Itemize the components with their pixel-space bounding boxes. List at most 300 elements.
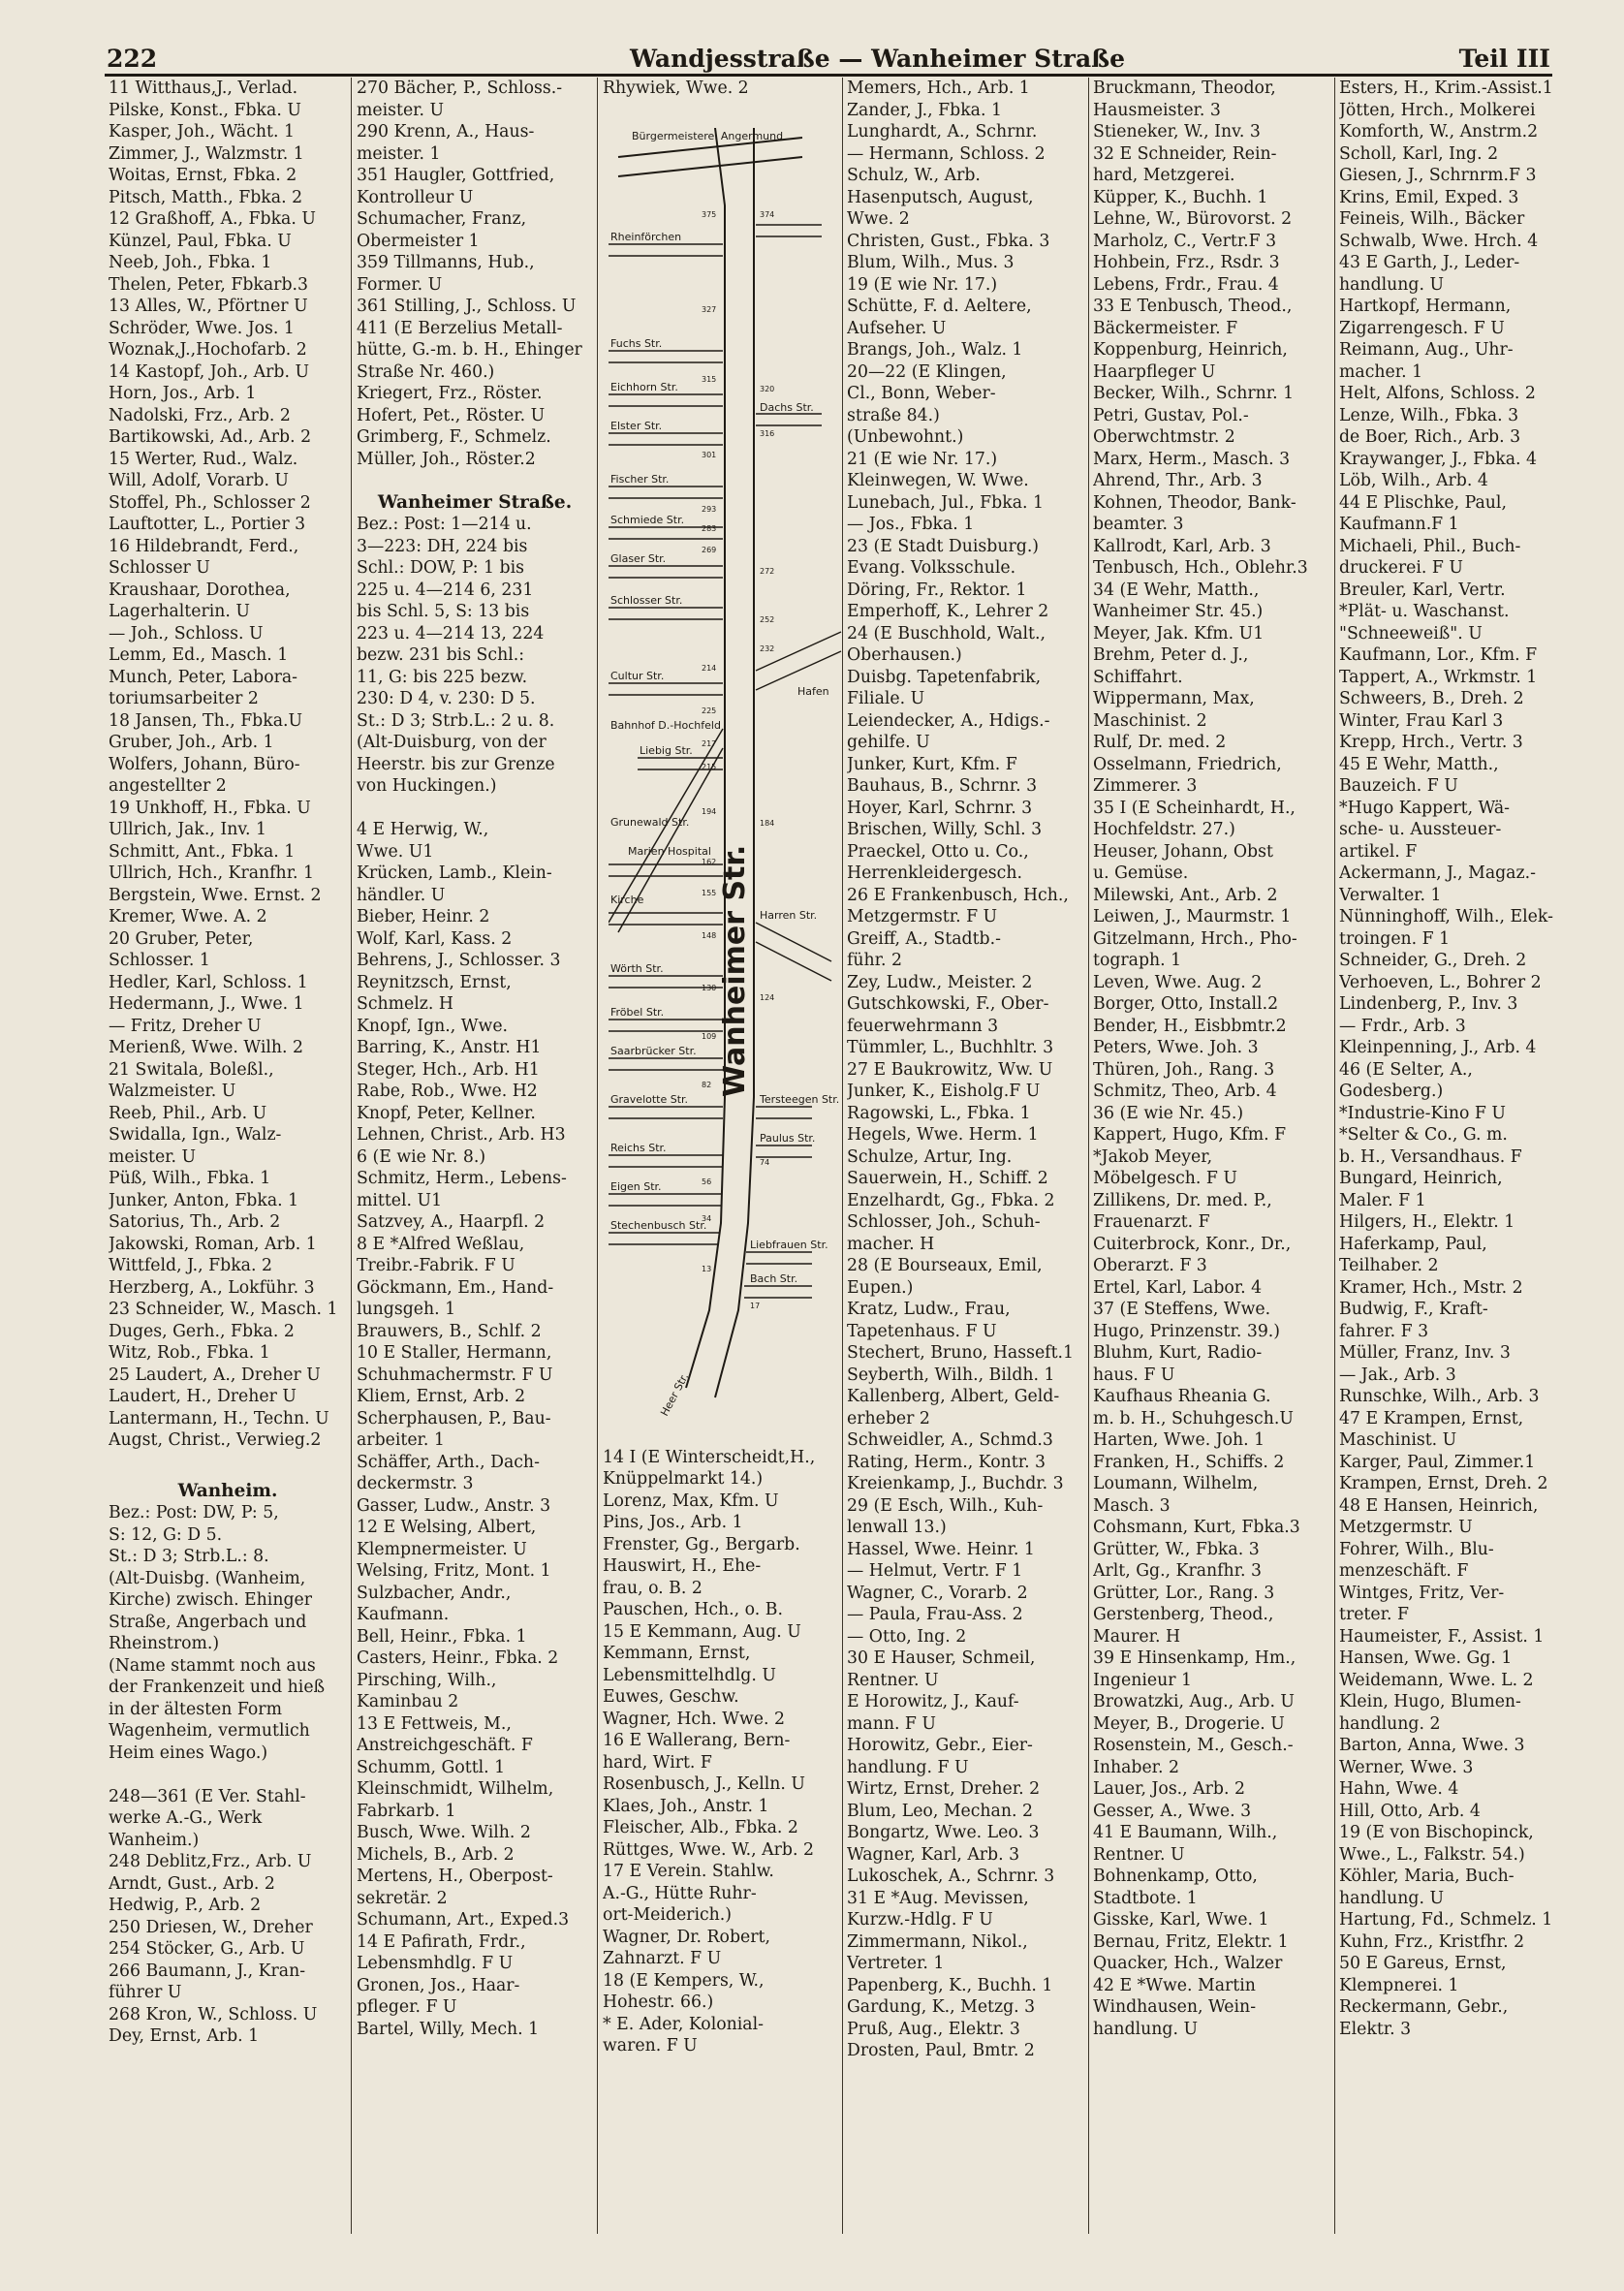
directory-entry: Herzberg, A., Lokführ. 3 [109,1277,315,1298]
directory-entry: Krins, Emil, Exped. 3 [1339,187,1519,207]
street-map-drawing [609,128,845,1473]
directory-entry: Lunebach, Jul., Fbka. 1 [847,492,1044,513]
street-map [609,128,845,1473]
directory-entry: Stechert, Bruno, Hasseft.1 [847,1343,1075,1363]
directory-entry: Augst, Christ., Verwieg.2 [109,1430,322,1450]
map-label-stechenbusch: Stechenbusch Str. [610,1219,707,1232]
directory-entry: bis Schl. 5, S: 13 bis [357,602,530,621]
directory-entry: Witz, Rob., Fbka. 1 [109,1343,270,1363]
directory-entry: Hansen, Wwe. Gg. 1 [1339,1648,1513,1668]
svg-text:225: 225 [702,706,717,715]
directory-entry: Arlt, Gg., Kranfhr. 3 [1093,1561,1263,1581]
map-main-street-label: Wanheimer Str. [718,844,752,1097]
directory-entry: Masch. 3 [1093,1495,1171,1516]
directory-entry: Schweers, B., Dreh. 2 [1339,689,1524,708]
directory-entry: Milewski, Ant., Arb. 2 [1093,885,1278,905]
directory-entry: (Alt-Duisburg, von der [357,733,547,752]
directory-entry: Fabrkarb. 1 [357,1801,456,1821]
directory-entry: Oberarzt. F 3 [1093,1256,1207,1275]
directory-entry: Tappert, A., Wrkmstr. 1 [1339,667,1538,687]
directory-entry: 33 E Tenbusch, Theod., [1093,297,1293,316]
directory-entry: Leiwen, J., Maurmstr. 1 [1093,907,1292,926]
directory-entry: Wittfeld, J., Fbka. 2 [109,1256,272,1275]
directory-entry: Kreienkamp, J., Buchdr. 3 [847,1474,1064,1493]
directory-entry: 290 Krenn, A., Haus- [357,122,535,141]
directory-entry: Schmelz. H [357,994,453,1014]
section-heading: Wanheim. [177,1480,278,1501]
directory-entry: Hassel, Wwe. Heinr. 1 [847,1539,1035,1559]
directory-entry: *Jakob Meyer, [1093,1146,1213,1167]
svg-text:13: 13 [702,1265,712,1273]
directory-entry: E Horowitz, J., Kauf- [847,1692,1019,1711]
directory-entry: haus. F U [1093,1365,1175,1385]
directory-entry: Gerstenberg, Theod., [1093,1605,1274,1624]
directory-entry: Lebensmittelhdlg. U [603,1665,776,1685]
directory-entry: Rabe, Rob., Wwe. H2 [357,1082,538,1101]
directory-entry: 23 Schneider, W., Masch. 1 [109,1300,338,1319]
directory-entry: 50 E Gareus, Ernst, [1339,1954,1507,1973]
directory-entry: Heerstr. bis zur Grenze [357,754,555,774]
directory-entry: Former. U [357,274,443,295]
directory-entry: Kappert, Hugo, Kfm. F [1093,1125,1287,1145]
directory-entry: Stadtbote. 1 [1093,1888,1198,1908]
directory-entry: — Otto, Ing. 2 [847,1626,967,1647]
directory-entry: Peters, Wwe. Joh. 3 [1093,1038,1259,1057]
directory-entry: Schröder, Wwe. Jos. 1 [109,318,295,338]
svg-text:109: 109 [702,1032,717,1041]
svg-text:17: 17 [750,1302,761,1310]
map-label-heer: Heer Str. [658,1370,692,1419]
svg-text:293: 293 [702,505,717,514]
map-label-glaser: Glaser Str. [610,552,667,565]
directory-entry: Neeb, Joh., Fbka. 1 [109,253,272,272]
directory-entry: Papenberg, K., Buchh. 1 [847,1975,1053,1995]
directory-entry: Krampen, Ernst, Dreh. 2 [1339,1474,1548,1493]
map-label-tersteegen: Tersteegen Str. [760,1093,840,1106]
directory-entry: 359 Tillmanns, Hub., [357,253,535,272]
map-label-dachs: Dachs Str. [760,401,814,414]
directory-entry: Tenbusch, Hch., Oblehr.3 [1093,558,1308,578]
directory-entry: Stoffel, Ph., Schlosser 2 [109,492,311,513]
directory-entry: Hedermann, J., Wwe. 1 [109,994,304,1014]
directory-entry: Wolf, Karl, Kass. 2 [357,928,513,949]
directory-entry: Müller, Joh., Röster.2 [357,449,536,469]
directory-entry: Filiale. U [847,689,925,708]
directory-entry: Thüren, Joh., Rang. 3 [1093,1059,1275,1080]
directory-entry: Klempnerei. 1 [1339,1975,1459,1995]
directory-entry: Busch, Wwe. Wilh. 2 [357,1823,531,1842]
column-divider [351,78,352,2234]
directory-entry: Christen, Gust., Fbka. 3 [847,231,1050,251]
directory-entry: Bauhaus, B., Schrnr. 3 [847,776,1038,796]
directory-entry: Bartel, Willy, Mech. 1 [357,2019,540,2039]
directory-entry: Praeckel, Otto u. Co., [847,841,1029,862]
directory-entry: Stieneker, W., Inv. 3 [1093,122,1261,141]
directory-entry: Lauftotter, L., Portier 3 [109,515,306,534]
directory-entry: 19 (E wie Nr. 17.) [847,274,998,295]
directory-entry: Rentner. U [1093,1844,1185,1865]
directory-entry: Ahrend, Thr., Arb. 3 [1093,471,1263,490]
directory-entry: Reeb, Phil., Arb. U [109,1103,267,1123]
map-label-liebig: Liebig Str. [640,744,693,757]
directory-entry: Bruckmann, Theodor, [1093,78,1276,98]
directory-entry: Swidalla, Ign., Walz- [109,1125,282,1145]
directory-entry: Hausmeister. 3 [1093,100,1221,120]
directory-entry: Gruber, Joh., Arb. 1 [109,733,274,752]
directory-entry: Maurer. H [1093,1626,1181,1647]
spacer [357,798,593,820]
directory-entry: Knopf, Peter, Kellner. [357,1103,536,1123]
directory-entry: Gesser, A., Wwe. 3 [1093,1801,1252,1821]
directory-entry: Kliem, Ernst, Arb. 2 [357,1387,526,1406]
directory-entry: Grütter, Lor., Rang. 3 [1093,1583,1275,1603]
directory-entry: Arndt, Gust., Arb. 2 [109,1873,275,1894]
directory-entry: Gisske, Karl, Wwe. 1 [1093,1910,1269,1930]
directory-entry: Harten, Wwe. Joh. 1 [1093,1430,1265,1450]
directory-entry: Satzvey, A., Haarpfl. 2 [357,1212,546,1232]
directory-entry: Oberhausen.) [847,645,962,665]
directory-entry: Michels, B., Arb. 2 [357,1844,515,1865]
directory-entry: Püß, Wilh., Fbka. 1 [109,1169,271,1188]
directory-entry: Schl.: DOW, P: 1 bis [357,558,525,578]
directory-entry: Breuler, Karl, Vertr. [1339,580,1506,600]
directory-entry: Giesen, J., Schrnrm.F 3 [1339,166,1537,185]
directory-entry: Michaeli, Phil., Buch- [1339,536,1521,556]
directory-entry: Lukoschek, A., Schrnr. 3 [847,1867,1055,1886]
directory-entry: Zimmer, J., Walzmstr. 1 [109,143,304,164]
svg-text:215: 215 [702,763,717,771]
directory-entry: Petri, Gustav, Pol.- [1093,405,1249,425]
directory-entry: Helt, Alfons, Schloss. 2 [1339,384,1536,403]
directory-entry: Sauerwein, H., Schiff. 2 [847,1169,1048,1188]
directory-entry: 11, G: bis 225 bezw. [357,667,528,687]
directory-entry: Löb, Wilh., Arb. 4 [1339,471,1488,490]
directory-entry: Lemm, Ed., Masch. 1 [109,645,289,665]
directory-entry: Rheinstrom.) [109,1634,220,1653]
directory-entry: 16 E Wallerang, Bern- [603,1731,791,1750]
svg-text:155: 155 [702,889,717,897]
svg-text:194: 194 [702,807,717,816]
directory-entry: Rating, Herm., Kontr. 3 [847,1452,1046,1472]
directory-entry: 254 Stöcker, G., Arb. U [109,1939,305,1959]
directory-entry: 8 E *Alfred Weßlau, [357,1234,525,1254]
directory-entry: 46 (E Selter, A., [1339,1059,1473,1080]
directory-entry: Gardung, K., Metzg. 3 [847,1997,1036,2017]
svg-text:315: 315 [702,375,717,384]
directory-entry: Schäffer, Arth., Dach- [357,1452,540,1472]
directory-entry: 20 Gruber, Peter, [109,928,254,949]
map-label-fuchs: Fuchs Str. [610,337,663,350]
svg-text:269: 269 [702,546,717,554]
directory-entry: Schumacher, Franz, [357,209,527,229]
directory-entry: Obermeister 1 [357,231,480,251]
directory-entry: Bieber, Heinr. 2 [357,907,490,926]
directory-entry: Lindenberg, P., Inv. 3 [1339,994,1518,1014]
directory-entry: *Plät- u. Waschanst. [1339,602,1510,621]
directory-entry: (Name stammt noch aus [109,1655,316,1676]
directory-entry: Metzgermstr. U [1339,1518,1473,1537]
directory-entry: 248 Deblitz,Frz., Arb. U [109,1852,312,1871]
directory-entry: Hedwig, P., Arb. 2 [109,1896,262,1915]
directory-entry: Bäckermeister. F [1093,318,1238,338]
directory-entry: der Frankenzeit und hieß [109,1678,326,1697]
directory-entry: Reynitzsch, Ernst, [357,972,512,992]
directory-entry: 15 E Kemmann, Aug. U [603,1621,801,1642]
directory-entry: Kurzw.-Hdlg. F U [847,1910,993,1930]
directory-entry: 270 Bächer, P., Schloss.- [357,78,563,98]
directory-entry: 411 (E Berzelius Metall- [357,318,563,338]
directory-entry: Pins, Jos., Arb. 1 [603,1513,743,1532]
directory-entry: 32 E Schneider, Rein- [1093,143,1277,164]
directory-entry: Verwalter. 1 [1339,885,1442,905]
directory-entry: Werner, Wwe. 3 [1339,1757,1474,1777]
directory-entry: Rentner. U [847,1670,939,1690]
directory-entry: Koppenburg, Heinrich, [1093,340,1288,360]
directory-entry: Schuhmachermstr. F U [357,1365,553,1385]
svg-text:162: 162 [702,858,717,866]
directory-entry: Brehm, Peter d. J., [1093,645,1249,665]
directory-entry: 42 E *Wwe. Martin [1093,1975,1256,1995]
directory-entry: Schütte, F. d. Aeltere, [847,297,1032,316]
directory-entry: Kasper, Joh., Wächt. 1 [109,122,295,141]
directory-entry: Schwalb, Wwe. Hrch. 4 [1339,231,1539,251]
directory-entry: Bartikowski, Ad., Arb. 2 [109,427,312,447]
directory-entry: Pauschen, Hch., o. B. [603,1600,783,1619]
directory-entry: Wagenheim, vermutlich [109,1721,310,1741]
directory-entry: Behrens, J., Schlosser. 3 [357,951,561,970]
directory-entry: Hofert, Pet., Röster. U [357,405,546,425]
directory-entry: Kleinwegen, W. Wwe. [847,471,1029,490]
directory-entry: führ. 2 [847,951,902,970]
directory-entry: bezw. 231 bis Schl.: [357,645,525,665]
directory-entry: 39 E Hinsenkamp, Hm., [1093,1648,1296,1668]
directory-entry: *Industrie-Kino F U [1339,1103,1506,1123]
directory-entry: 47 E Krampen, Ernst, [1339,1408,1524,1428]
directory-entry: lungsgeh. 1 [357,1300,456,1319]
directory-entry: Bohnenkamp, Otto, [1093,1867,1258,1886]
directory-entry: Fohrer, Wilh., Blu- [1339,1539,1494,1559]
directory-entry: Lauer, Jos., Arb. 2 [1093,1779,1245,1799]
directory-entry: Satorius, Th., Arb. 2 [109,1212,281,1232]
svg-text:283: 283 [702,524,717,533]
directory-entry: Dey, Ernst, Arb. 1 [109,2026,260,2046]
svg-text:320: 320 [760,385,775,393]
directory-entry: Müller, Franz, Inv. 3 [1339,1343,1511,1363]
directory-entry: Blum, Wilh., Mus. 3 [847,253,1015,272]
spacer [109,1452,347,1481]
directory-entry: Memers, Hch., Arb. 1 [847,78,1030,98]
directory-entry: Haarpfleger U [1093,361,1216,382]
directory-entry: — Jak., Arb. 3 [1339,1365,1456,1385]
map-label-saarbruecker: Saarbrücker Str. [610,1045,697,1057]
directory-entry: Göckmann, Em., Hand- [357,1277,554,1298]
directory-entry: Kaufmann. [357,1605,450,1624]
directory-entry: deckermstr. 3 [357,1474,474,1493]
directory-entry: Welsing, Fritz, Mont. 1 [357,1561,551,1581]
directory-entry: 18 Jansen, Th., Fbka.U [109,710,303,731]
directory-entry: Kriegert, Frz., Röster. [357,384,543,403]
directory-entry: Mertens, H., Oberpost- [357,1867,553,1886]
directory-entry: Ackermann, J., Magaz.- [1339,863,1536,883]
directory-entry: Treibr.-Fabrik. F U [357,1256,515,1275]
directory-entry: Laudert, H., Dreher U [109,1387,297,1406]
directory-entry: Reckermann, Gebr., [1339,1997,1509,2017]
svg-text:272: 272 [760,567,775,576]
directory-entry: m. b. H., Schuhgesch.U [1093,1408,1294,1428]
svg-text:56: 56 [702,1177,712,1186]
map-label-eigen: Eigen Str. [610,1180,662,1193]
directory-entry: Ullrich, Hch., Kranfhr. 1 [109,863,315,883]
boundary-road [618,157,802,176]
directory-entry: Pilske, Konst., Fbka. U [109,100,301,120]
directory-entry: Anstreichgeschäft. F [357,1736,533,1755]
directory-entry: Rüttges, Wwe. W., Arb. 2 [603,1839,814,1860]
directory-entry: 30 E Hauser, Schmeil, [847,1648,1036,1668]
directory-entry: 12 E Welsing, Albert, [357,1518,537,1537]
directory-entry: Becker, Wilh., Schrnr. 1 [1093,384,1295,403]
map-label-reichs: Reichs Str. [610,1142,667,1154]
map-label-elster: Elster Str. [610,420,663,432]
directory-entry: *Selter & Co., G. m. [1339,1125,1508,1145]
directory-entry: händler. U [357,885,446,905]
directory-entry: Maschinist. 2 [1093,710,1207,731]
directory-entry: Brangs, Joh., Walz. 1 [847,340,1023,360]
directory-entry: Grütter, W., Fbka. 3 [1093,1539,1260,1559]
svg-text:327: 327 [702,305,717,314]
column-divider [1088,78,1089,2234]
directory-entry: Komforth, W., Anstrm.2 [1339,122,1539,141]
directory-entry: Duisbg. Tapetenfabrik, [847,667,1042,687]
directory-entry: Scherphausen, P., Bau- [357,1408,551,1428]
map-label-bahnhof: Bahnhof D.-Hochfeld [610,719,721,732]
svg-text:82: 82 [702,1081,712,1089]
directory-entry: Döring, Fr., Rektor. 1 [847,580,1027,600]
directory-entry: Hedler, Karl, Schloss. 1 [109,972,308,992]
directory-entry: Möbelgesch. F U [1093,1169,1237,1188]
directory-entry: 361 Stilling, J., Schloss. U [357,297,577,316]
directory-entry: S: 12, G: D 5. [109,1524,223,1545]
directory-entry: 25 Laudert, A., Dreher U [109,1365,321,1385]
directory-entry: Metzgermstr. F U [847,907,998,926]
directory-entry: Wirtz, Ernst, Dreher. 2 [847,1779,1041,1799]
directory-entry: Evang. Volksschule. [847,558,1016,578]
spacer [109,1764,347,1786]
directory-entry: arbeiter. 1 [357,1430,445,1450]
directory-entry: Borger, Otto, Install.2 [1093,994,1279,1014]
directory-entry: Rulf, Dr. med. 2 [1093,733,1227,752]
directory-entry: Schumann, Art., Exped.3 [357,1910,570,1930]
directory-entry: Kraywanger, J., Fbka. 4 [1339,449,1537,469]
directory-entry: Heuser, Johann, Obst [1093,841,1273,862]
directory-entry: pfleger. F U [357,1997,457,2017]
directory-entry: Sulzbacher, Andr., [357,1583,512,1603]
directory-entry: 28 (E Bourseaux, Emil, [847,1256,1043,1275]
directory-entry: Meyer, Jak. Kfm. U1 [1093,623,1265,643]
directory-entry: Schulze, Artur, Ing. [847,1146,1013,1167]
directory-entry: 14 I (E Winterscheidt,H., [603,1447,816,1467]
column-4 [847,78,1087,2239]
directory-entry: Schulz, W., Arb. [847,166,981,185]
svg-text:184: 184 [760,819,775,828]
directory-entry: Winter, Frau Karl 3 [1339,710,1504,731]
directory-entry: — Frdr., Arb. 3 [1339,1016,1466,1036]
directory-entry: Barring, K., Anstr. H1 [357,1038,542,1057]
directory-entry: Weidemann, Wwe. L. 2 [1339,1670,1534,1690]
directory-entry: Runschke, Wilh., Arb. 3 [1339,1387,1540,1406]
svg-text:374: 374 [760,210,775,219]
directory-entry: Thelen, Peter, Fbkarb.3 [109,274,308,295]
directory-entry: waren. F U [603,2036,698,2056]
section-heading: Wanheimer Straße. [377,491,573,513]
directory-entry: Klaes, Joh., Anstr. 1 [603,1796,769,1816]
directory-entry: Greiff, A., Stadtb.- [847,928,1001,949]
map-label-liebfrauen: Liebfrauen Str. [750,1239,828,1251]
directory-entry: Feineis, Wilh., Bäcker [1339,209,1525,229]
directory-entry: Kramer, Hch., Mstr. 2 [1339,1277,1523,1298]
directory-entry: beamter. 3 [1093,515,1184,534]
directory-entry: de Boer, Rich., Arb. 3 [1339,427,1521,447]
directory-entry: 19 (E von Bischopinck, [1339,1823,1534,1842]
directory-entry: Bell, Heinr., Fbka. 1 [357,1626,527,1647]
directory-entry: Grimberg, F., Schmelz. [357,427,551,447]
directory-entry: meister. 1 [357,143,441,164]
directory-entry: 41 E Baumann, Wilh., [1093,1823,1278,1842]
directory-entry: menzeschäft. F [1339,1561,1469,1581]
directory-entry: Gronen, Jos., Haar- [357,1975,520,1995]
directory-entry: sche- u. Aussteuer- [1339,820,1502,839]
page-part: Teil III [1458,45,1550,73]
directory-entry: 20—22 (E Klingen, [847,361,1007,382]
map-label-cultur: Cultur Str. [610,670,665,682]
directory-entry: Küpper, K., Buchh. 1 [1093,187,1268,207]
directory-entry: Wanheimer Str. 45.) [1093,602,1264,621]
directory-entry: Straße, Angerbach und [109,1612,307,1632]
directory-entry: Bongartz, Wwe. Leo. 3 [847,1823,1040,1842]
directory-entry: Pruß, Aug., Elektr. 3 [847,2019,1020,2039]
directory-entry: Ragowski, L., Fbka. 1 [847,1103,1031,1123]
directory-entry: 14 Kastopf, Joh., Arb. U [109,361,310,382]
directory-entry: Lebensmhdlg. F U [357,1954,514,1973]
directory-entry: Godesberg.) [1339,1082,1444,1101]
column-5 [1093,78,1333,2239]
directory-entry: — Hermann, Schloss. 2 [847,143,1046,164]
directory-entry: — Jos., Fbka. 1 [847,515,975,534]
directory-entry: St.: D 3; Strb.L.: 2 u. 8. [357,710,555,731]
directory-entry: Hartung, Fd., Schmelz. 1 [1339,1910,1553,1930]
directory-entry: Ertel, Karl, Labor. 4 [1093,1277,1263,1298]
directory-entry: Hohestr. 66.) [603,1993,714,2012]
map-label-eichhorn: Eichhorn Str. [610,381,678,393]
directory-entry: Schmitz, Herm., Lebens- [357,1169,567,1188]
directory-entry: Jakowski, Roman, Arb. 1 [109,1234,317,1254]
directory-entry: Schmitt, Ant., Fbka. 1 [109,841,296,862]
directory-entry: Frauenarzt. F [1093,1212,1210,1232]
column-6 [1339,78,1564,2239]
directory-entry: Wagner, Hch. Wwe. 2 [603,1709,785,1729]
directory-entry: Bez.: Post: DW, P: 5, [109,1503,279,1522]
directory-entry: Künzel, Paul, Fbka. U [109,231,292,251]
directory-entry: St.: D 3; Strb.L.: 8. [109,1547,269,1566]
directory-entry: handlung. F U [847,1757,969,1777]
column-divider [597,78,598,2234]
directory-entry: Herrenkleidergesch. [847,863,1022,883]
column-2 [357,78,593,2239]
directory-entry: Esters, H., Krim.-Assist.1 [1339,78,1553,98]
directory-entry: Bauzeich. F U [1339,776,1458,796]
directory-entry: Gutschkowski, F., Ober- [847,994,1049,1014]
directory-entry: toriumsarbeiter 2 [109,689,259,708]
directory-entry: mittel. U1 [357,1190,443,1210]
